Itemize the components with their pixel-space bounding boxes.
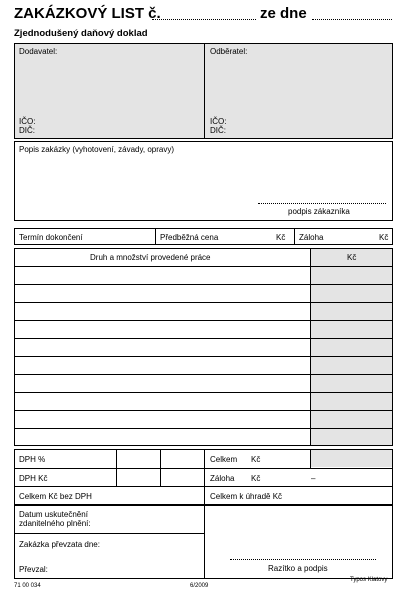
form-code: 71 00 034	[14, 583, 41, 589]
date-label: ze dne	[260, 5, 307, 22]
total-currency-label: Kč	[251, 455, 261, 464]
form-title: ZAKÁZKOVÝ LIST č.	[14, 5, 161, 22]
received-by-label: Převzal:	[19, 565, 48, 574]
form-edition: 6/2009	[190, 583, 209, 589]
completion-date-label: Termín dokončení	[19, 233, 83, 242]
taxable-date-label-line1: Datum uskutečnění	[19, 510, 88, 519]
table-row	[14, 392, 393, 393]
deposit-dash: –	[311, 474, 316, 483]
total-label: Celkem	[210, 455, 238, 464]
work-table-currency-header: Kč	[347, 253, 357, 262]
parties-divider	[204, 43, 205, 139]
totals-divider-c	[204, 449, 205, 505]
work-table-price-column	[311, 249, 392, 445]
handover-date-label: Zakázka převzata dne:	[19, 540, 100, 549]
handover-row-line	[14, 533, 204, 534]
table-row	[14, 284, 393, 285]
table-row	[14, 302, 393, 303]
estimate-price-label: Předběžná cena	[160, 233, 219, 242]
description-label: Popis zakázky (vyhotovení, závady, opravy)	[19, 145, 175, 154]
customer-signature-line[interactable]	[258, 203, 386, 204]
table-row	[14, 338, 393, 339]
table-row	[14, 320, 393, 321]
work-table-header: Druh a množství provedené práce	[90, 253, 211, 262]
stamp-signature-label: Razítko a podpis	[268, 564, 328, 573]
totals-deposit-label: Záloha	[210, 474, 235, 483]
form-subtitle: Zjednodušený daňový doklad	[14, 28, 148, 39]
deposit-currency-label: Kč	[379, 233, 389, 242]
handover-divider	[204, 505, 205, 579]
totals-deposit-currency-label: Kč	[251, 474, 261, 483]
total-without-vat-label: Celkem Kč bez DPH	[19, 492, 92, 501]
totals-divider-d	[310, 449, 311, 468]
table-row	[14, 356, 393, 357]
estimate-currency-label: Kč	[276, 233, 286, 242]
terms-divider-2	[294, 228, 295, 245]
supplier-dic-label: DIČ:	[19, 126, 35, 135]
taxable-date-label-line2: zdanitelného plnění:	[19, 519, 91, 528]
table-row	[14, 266, 393, 267]
customer-dic-label: DIČ:	[210, 126, 226, 135]
work-table-column-divider	[310, 248, 311, 446]
supplier-ico-label: IČO:	[19, 117, 36, 126]
stamp-signature-line[interactable]	[230, 559, 376, 560]
customer-label: Odběratel:	[210, 47, 248, 56]
totals-divider-a	[116, 449, 117, 486]
totals-divider-b	[160, 449, 161, 486]
vat-percent-label: DPH %	[19, 455, 46, 464]
totals-gray-cell	[311, 450, 392, 467]
form-date-field[interactable]	[312, 19, 392, 20]
customer-signature-label: podpis zákazníka	[288, 207, 350, 216]
total-to-pay-label: Celkem k úhradě Kč	[210, 492, 283, 501]
supplier-label: Dodavatel:	[19, 47, 58, 56]
publisher-label: Typos Klatovy	[350, 577, 388, 583]
table-row	[14, 410, 393, 411]
vat-amount-label: DPH Kč	[19, 474, 48, 483]
deposit-label: Záloha	[299, 233, 324, 242]
table-row	[14, 428, 393, 429]
form-number-field[interactable]	[152, 19, 256, 20]
terms-divider-1	[155, 228, 156, 245]
table-row	[14, 374, 393, 375]
customer-ico-label: IČO:	[210, 117, 227, 126]
